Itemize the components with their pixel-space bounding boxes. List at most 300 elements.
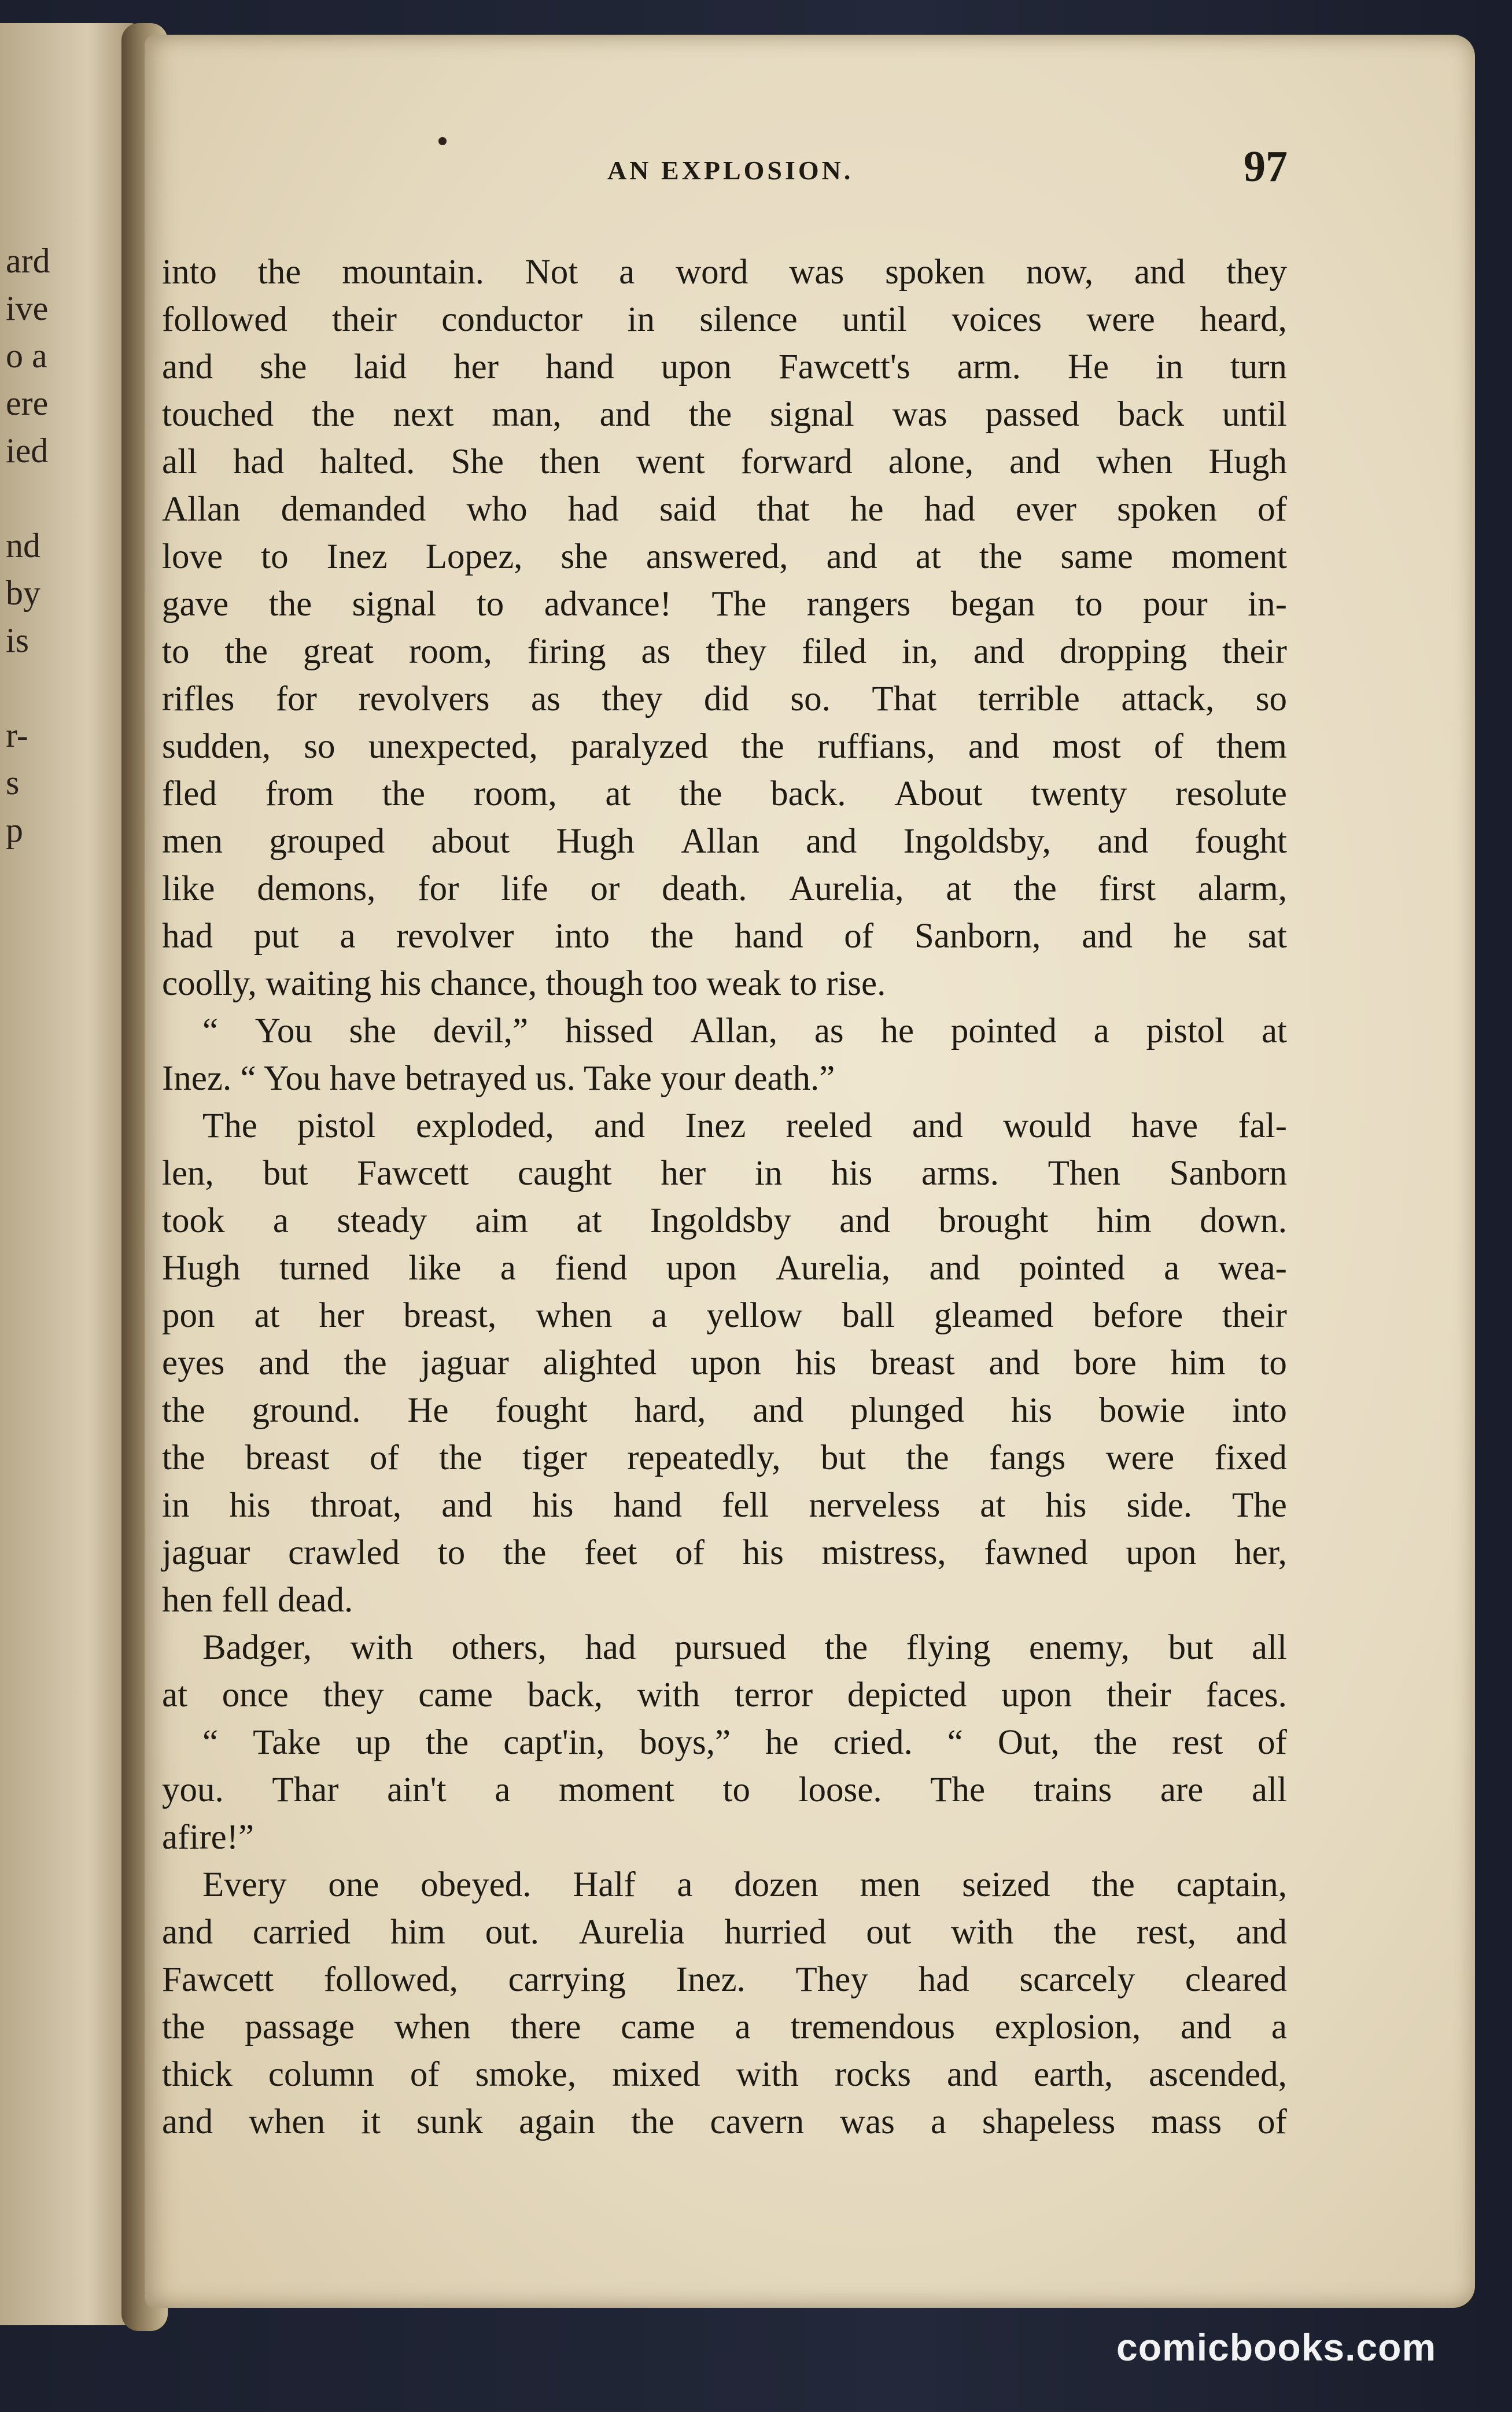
word: Hugh [1208, 442, 1287, 481]
word: eyes [162, 1344, 225, 1382]
word: column [268, 2055, 374, 2094]
word: fought [1194, 822, 1287, 861]
word: Fawcett [162, 1960, 274, 1999]
word: before [1093, 1296, 1183, 1335]
word: his [229, 1486, 271, 1525]
text-line [162, 628, 1287, 676]
word: again [519, 2103, 596, 2141]
word: said [659, 490, 717, 529]
word: upon [661, 348, 732, 386]
word: to [162, 632, 190, 671]
text-line [162, 581, 1287, 628]
word: flying [906, 1628, 991, 1667]
word: to [437, 1533, 466, 1572]
word: their [1106, 1676, 1171, 1714]
facing-page-fragment: ive [6, 289, 49, 327]
word: back, [527, 1676, 603, 1714]
word: bore [1074, 1344, 1137, 1382]
word: brought [938, 1201, 1049, 1240]
word: she [260, 348, 307, 386]
word: a [619, 253, 635, 292]
word: scarcely [1019, 1960, 1135, 1999]
word: terror [734, 1676, 813, 1714]
word: so [1255, 680, 1287, 718]
word: ground. [252, 1391, 361, 1430]
word: had [233, 442, 285, 481]
word: She [451, 442, 504, 481]
word: when [249, 2103, 326, 2141]
word: Aurelia [578, 1913, 685, 1952]
word: dropping [1059, 632, 1188, 671]
word: ever [1016, 490, 1076, 529]
word: and [753, 1391, 804, 1430]
word: the [382, 775, 426, 813]
word: tiger [522, 1439, 587, 1477]
word: smoke, [475, 2055, 577, 2094]
word: his [742, 1533, 784, 1572]
word: You [255, 1012, 312, 1050]
word: at [915, 537, 941, 576]
word: The [711, 585, 767, 624]
text-line: Inez. “ You have betrayed us. Take your death.” [162, 1059, 835, 1098]
word: all [1251, 1628, 1287, 1667]
word: until [842, 300, 907, 339]
text-line [162, 2004, 1287, 2051]
word: him [1170, 1344, 1226, 1382]
text-line [162, 818, 1287, 865]
word: side. [1126, 1486, 1193, 1525]
text-line [162, 2051, 1287, 2098]
word: Out, [997, 1723, 1060, 1762]
word: faces. [1205, 1676, 1287, 1714]
word: passage [245, 2008, 355, 2046]
word: rangers [806, 585, 911, 624]
word: alarm, [1197, 869, 1287, 908]
word: repeatedly, [627, 1439, 781, 1477]
word: Allan [162, 490, 241, 529]
word: as [641, 632, 671, 671]
word: a [500, 1249, 516, 1288]
text-line [162, 1672, 1287, 1719]
word: he [850, 490, 884, 529]
word: arm. [957, 348, 1021, 386]
word: “ [202, 1723, 219, 1762]
word: Thar [272, 1771, 339, 1809]
word: jaguar [421, 1344, 509, 1382]
word: breast, [403, 1296, 497, 1335]
word: mountain. [342, 253, 484, 292]
word: their [1222, 1296, 1287, 1335]
word: love [162, 537, 223, 576]
word: men [860, 1865, 921, 1904]
word: the [312, 395, 355, 434]
word: most [1052, 727, 1121, 766]
word: fawned [984, 1533, 1088, 1572]
word: turn [1230, 348, 1287, 386]
word: Hugh [162, 1249, 241, 1288]
word: rest [1172, 1723, 1223, 1762]
word: were [1086, 300, 1155, 339]
word: the [1091, 1865, 1135, 1904]
word: was [840, 2103, 895, 2141]
word: attack, [1121, 680, 1215, 718]
word: “ [202, 1012, 219, 1050]
word: touched [162, 395, 274, 434]
word: they [706, 632, 767, 671]
word: upon [691, 1344, 762, 1382]
word: answered, [646, 537, 788, 576]
word: Half [573, 1865, 636, 1904]
word: fell [722, 1486, 769, 1525]
word: there [510, 2008, 581, 2046]
text-line [162, 1482, 1287, 1529]
word: rifles [162, 680, 235, 718]
word: the [268, 585, 312, 624]
word: and [162, 1913, 213, 1952]
word: sat [1248, 917, 1287, 956]
word: feet [584, 1533, 637, 1572]
word: Inez. [676, 1960, 746, 1999]
text-line [162, 1624, 1287, 1672]
facing-page-fragment: by [6, 574, 40, 612]
text-line [162, 1861, 1287, 1909]
word: trains [1033, 1771, 1112, 1809]
word: a [340, 917, 356, 956]
word: took [162, 1201, 225, 1240]
word: pistol [1146, 1012, 1225, 1050]
word: Not [525, 253, 578, 292]
word: Allan [681, 822, 759, 861]
word: signal [352, 585, 437, 624]
facing-page-fragment: p [6, 811, 23, 849]
word: loose. [798, 1771, 882, 1809]
word: upon [666, 1249, 737, 1288]
word: filed [802, 632, 867, 671]
word: up [355, 1723, 391, 1762]
word: like [162, 869, 215, 908]
word: and [162, 348, 213, 386]
word: and [989, 1344, 1040, 1382]
facing-page-fragment: nd [6, 526, 40, 565]
word: spoken [885, 253, 985, 292]
word: len, [162, 1154, 214, 1193]
text-line [162, 391, 1287, 438]
word: paralyzed [570, 727, 708, 766]
word: followed, [323, 1960, 458, 1999]
word: and [912, 1107, 963, 1145]
word: and [1097, 822, 1149, 861]
word: pointed [950, 1012, 1057, 1050]
word: signal [770, 395, 854, 434]
word: yellow [706, 1296, 803, 1335]
word: and [929, 1249, 980, 1288]
word: and [599, 395, 651, 434]
word: and [594, 1107, 646, 1145]
word: of [1154, 727, 1183, 766]
word: to [261, 537, 289, 576]
word: a [1271, 2008, 1287, 2046]
word: and [946, 2055, 998, 2094]
word: a [930, 2103, 946, 2141]
word: heard, [1200, 300, 1287, 339]
word: plunged [850, 1391, 964, 1430]
word: fal- [1238, 1107, 1287, 1145]
page-body [162, 249, 1287, 2146]
word: obeyed. [421, 1865, 532, 1904]
word: silence [699, 300, 798, 339]
word: the [688, 395, 732, 434]
word: moment [1171, 537, 1287, 576]
word: the [824, 1628, 868, 1667]
facing-page-fragment: ard [6, 242, 50, 280]
word: first [1098, 869, 1156, 908]
word: at [605, 775, 631, 813]
word: and [968, 727, 1019, 766]
word: word [676, 253, 748, 292]
word: of [1257, 490, 1287, 529]
word: room, [408, 632, 492, 671]
word: a [272, 1201, 289, 1240]
word: wea- [1218, 1249, 1287, 1288]
word: the [257, 253, 301, 292]
word: resolute [1175, 775, 1287, 813]
word: of [1257, 1723, 1287, 1762]
word: earth, [1033, 2055, 1113, 2094]
word: in [754, 1154, 783, 1193]
text-line [162, 1150, 1287, 1197]
word: upon [1126, 1533, 1197, 1572]
word: arms. [921, 1154, 999, 1193]
word: jaguar [162, 1533, 250, 1572]
word: the [650, 917, 694, 956]
word: and [1082, 917, 1133, 956]
word: at [254, 1296, 280, 1335]
word: came [621, 2008, 695, 2046]
word: unexpected, [368, 727, 538, 766]
word: the [1013, 869, 1057, 908]
word: the [162, 1439, 205, 1477]
word: and [839, 1201, 891, 1240]
facing-page-fragment: r- [6, 716, 28, 754]
word: Fawcett's [778, 348, 910, 386]
facing-page-fragment: is [6, 621, 29, 659]
word: followed [162, 300, 287, 339]
word: sunk [416, 2103, 484, 2141]
word: advance! [544, 585, 672, 624]
text-line [162, 1909, 1287, 1956]
text-line [162, 533, 1287, 581]
word: the [425, 1723, 469, 1762]
running-header: AN EXPLOSION. [607, 156, 854, 185]
word: of [844, 917, 874, 956]
text-line [162, 1529, 1287, 1577]
word: in, [902, 632, 938, 671]
word: they [602, 680, 663, 718]
word: hand [545, 348, 614, 386]
word: carried [252, 1913, 351, 1952]
word: in- [1248, 585, 1287, 624]
text-line: hen fell dead. [162, 1581, 353, 1620]
word: Ingoldsby [650, 1201, 791, 1240]
word: carrying [508, 1960, 626, 1999]
word: men [162, 822, 223, 861]
word: the [162, 2008, 205, 2046]
word: Sanborn [1169, 1154, 1287, 1193]
page-number: 97 [1244, 142, 1288, 191]
word: put [253, 917, 299, 956]
ink-speck [438, 137, 447, 145]
word: in [627, 300, 655, 339]
word: hard, [634, 1391, 706, 1430]
word: spoken [1117, 490, 1217, 529]
word: at [1261, 1012, 1287, 1050]
word: he [880, 1012, 914, 1050]
word: ain't [387, 1771, 447, 1809]
word: did [703, 680, 749, 718]
word: cleared [1185, 1960, 1287, 1999]
word: was [789, 253, 844, 292]
word: The [1232, 1486, 1287, 1525]
text-line [162, 1197, 1287, 1245]
word: had [162, 917, 213, 956]
word: he [1173, 917, 1207, 956]
word: Then [1048, 1154, 1120, 1193]
word: a [677, 1865, 693, 1904]
word: back. [770, 775, 846, 813]
word: they [1226, 253, 1287, 292]
word: all [1251, 1771, 1287, 1809]
word: a [1164, 1249, 1180, 1288]
word: with [951, 1913, 1014, 1952]
word: in [1156, 348, 1183, 386]
word: are [1160, 1771, 1204, 1809]
word: pointed [1019, 1249, 1125, 1288]
word: when [1096, 442, 1173, 481]
word: Fawcett [357, 1154, 469, 1193]
word: his [1045, 1486, 1087, 1525]
word: halted. [320, 442, 415, 481]
word: that [757, 490, 810, 529]
word: breast [871, 1344, 955, 1382]
word: but [1168, 1628, 1214, 1667]
word: down. [1200, 1201, 1287, 1240]
word: his [532, 1486, 574, 1525]
word: the [1053, 1913, 1097, 1952]
word: and [973, 632, 1024, 671]
word: enemy, [1029, 1628, 1130, 1667]
word: ball [842, 1296, 895, 1335]
word: they [323, 1676, 384, 1714]
word: voices [952, 300, 1042, 339]
word: hand [613, 1486, 683, 1525]
word: exploded, [415, 1107, 554, 1145]
word: “ [947, 1723, 963, 1762]
word: steady [337, 1201, 427, 1240]
word: but [820, 1439, 866, 1477]
word: the [979, 537, 1023, 576]
word: pistol [297, 1107, 376, 1145]
word: pour [1142, 585, 1208, 624]
word: tremendous [790, 2008, 956, 2046]
word: she [560, 537, 608, 576]
word: room, [473, 775, 557, 813]
word: upon [1001, 1676, 1072, 1714]
text-line [162, 770, 1287, 818]
word: with [637, 1676, 700, 1714]
word: he [765, 1723, 799, 1762]
word: had [918, 1960, 969, 1999]
word: her [319, 1296, 364, 1335]
word: of [675, 1533, 705, 1572]
word: and [1236, 1913, 1287, 1952]
word: to [1075, 585, 1103, 624]
text-line [162, 1719, 1287, 1766]
word: had [567, 490, 619, 529]
word: rest, [1136, 1913, 1197, 1952]
word: The [202, 1107, 257, 1145]
text-line [162, 438, 1287, 486]
word: grouped [269, 822, 385, 861]
text-line [162, 865, 1287, 913]
word: his [831, 1154, 873, 1193]
word: a [735, 2008, 751, 2046]
word: thick [162, 2055, 233, 2094]
word: Take [253, 1723, 321, 1762]
word: to [1259, 1344, 1287, 1382]
word: out. [485, 1913, 539, 1952]
word: when [394, 2008, 471, 2046]
text-line [162, 723, 1287, 770]
word: were [1105, 1439, 1175, 1477]
word: the [344, 1344, 387, 1382]
word: and [1009, 442, 1061, 481]
word: moment [558, 1771, 674, 1809]
word: demons, [257, 869, 376, 908]
word: and [162, 2103, 213, 2141]
text-line [162, 2098, 1287, 2146]
word: at [946, 869, 972, 908]
word: life [501, 869, 548, 908]
word: the [741, 727, 784, 766]
word: fiend [555, 1249, 628, 1288]
word: terrible [978, 680, 1080, 718]
word: gave [162, 585, 229, 624]
word: you. [162, 1771, 224, 1809]
word: once [222, 1676, 289, 1714]
word: pon [162, 1296, 215, 1335]
word: Every [202, 1865, 287, 1904]
word: the [1094, 1723, 1138, 1762]
word: pursued [674, 1628, 787, 1667]
word: man, [492, 395, 562, 434]
word: so [304, 727, 335, 766]
word: revolvers [358, 680, 490, 718]
word: reeled [785, 1107, 872, 1145]
word: went [636, 442, 705, 481]
word: Inez [685, 1107, 746, 1145]
word: forward [740, 442, 853, 481]
word: his [1011, 1391, 1053, 1430]
word: him [390, 1913, 445, 1952]
word: The [930, 1771, 986, 1809]
word: captain, [1176, 1865, 1287, 1904]
word: mixed [612, 2055, 700, 2094]
word: the [224, 632, 268, 671]
text-line [162, 913, 1287, 960]
word: and [1134, 253, 1186, 292]
word: had [585, 1628, 636, 1667]
word: of [1257, 2103, 1287, 2141]
